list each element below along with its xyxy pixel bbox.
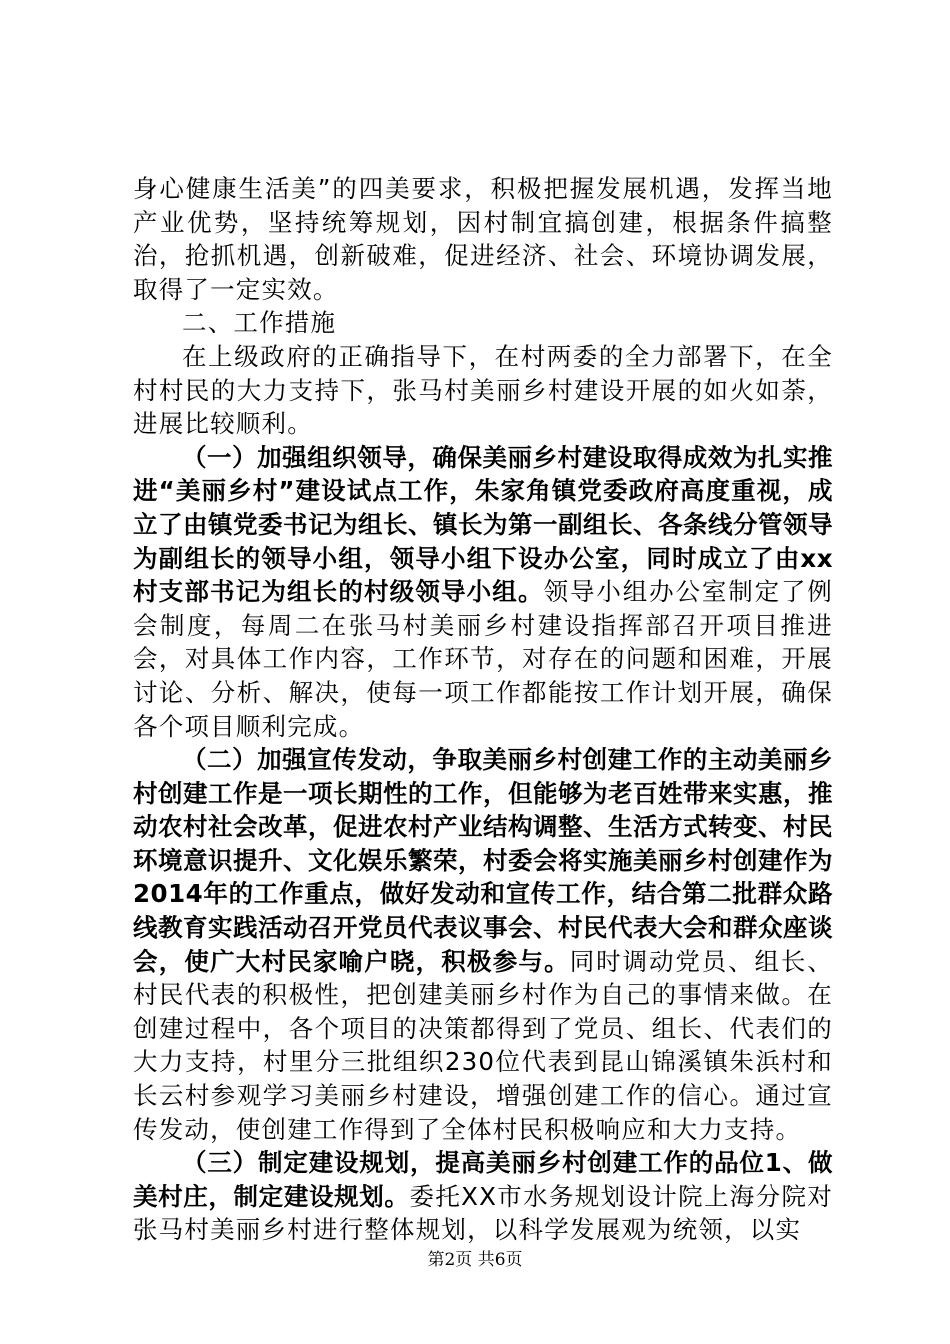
item-3-paragraph bbox=[133, 1146, 833, 1247]
item-2-bold-text: （二）加强宣传发动，争取美丽乡村创建工作的主动美丽乡村创建工作是一项长期性的工作，但能够为老百姓带来实惠，推动农村社会改革，促进农村产业结构调整、生活方式转变、村民环境意识提升、文化娱乐繁荣，村委会将实施美丽乡村创建作为2014年的工作重点，做好发动和宣传工作，结合第二批群众路线教育实践活动召开党员代表议事会、村民代表大会和群众座谈会，使广大村民家喻户晓，积极参与。 bbox=[133, 745, 833, 976]
item-3-body-text: 委托XX市水务规划设计院上海分院对张马村美丽乡村进行整体规划，以科学发展观为统领，以实 bbox=[133, 1181, 834, 1245]
intro-continuation-paragraph: 身心健康生活美”的四美要求，积极把握发展机遇，发挥当地产业优势，坚持统筹规划，因村制宜搞创建，根据条件搞整治，抢抓机遇，创新破难，促进经济、社会、环境协调发展，取得了一定实效。 bbox=[133, 174, 833, 304]
page-footer: 第2页 共6页 bbox=[427, 1250, 523, 1270]
item-1-bold-text: （一）加强组织领导，确保美丽乡村建设取得成效为扎实推进“美丽乡村”建设试点工作，朱家角镇党委政府高度重视，成立了由镇党委书记为组长、镇长为第一副组长、各条线分管领导为副组长的领导小组，领导小组下设办公室，同时成立了由xx村支部书记为组长的村级领导小组。 bbox=[133, 442, 833, 607]
document-body bbox=[133, 172, 833, 1247]
item-2-body-text: 同时调动党员、组长、村民代表的积极性，把创建美丽乡村作为自己的事情来做。在创建过程中，各个项目的决策都得到了党员、组长、代表们的大力支持，村里分三批组织230位代表到昆山锦溪镇朱浜村和长云村参观学习美丽乡村建设，增强创建工作的信心。通过宣传发动，使创建工作得到了全体村民积极响应和大力支持。 bbox=[133, 946, 834, 1144]
item-2-paragraph bbox=[133, 743, 833, 1146]
section-intro-paragraph: 在上级政府的正确指导下，在村两委的全力部署下，在全村村民的大力支持下，张马村美丽乡村建设开展的如火如荼，进展比较顺利。 bbox=[133, 341, 833, 439]
section-heading: 二、工作措施 bbox=[182, 308, 337, 338]
item-1-paragraph bbox=[133, 441, 833, 743]
item-3-bold-text: （三）制定建设规划，提高美丽乡村创建工作的品位1、做美村庄，制定建设规划。 bbox=[133, 1148, 833, 1211]
item-1-body-text: 领导小组办公室制定了例会制度，每周二在张马村美丽乡村建设指挥部召开项目推进会，对具体工作内容，工作环节，对存在的问题和困难，开展讨论、分析、解决，使每一项工作都能按工作计划开展，确保各个项目顺利完成。 bbox=[133, 577, 834, 741]
